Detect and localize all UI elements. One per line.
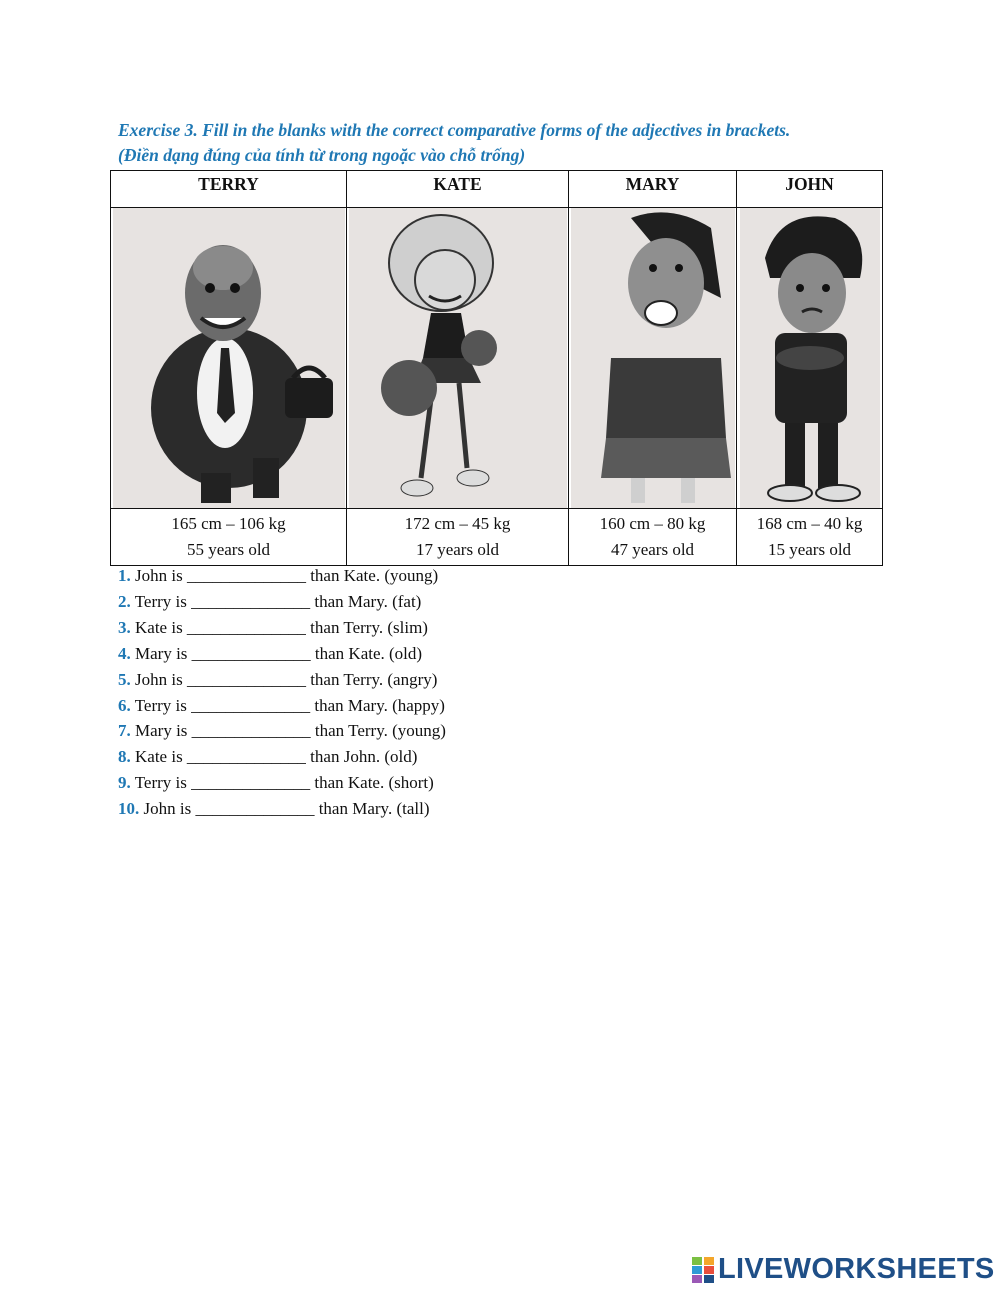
age-terry: 55 years old (186, 540, 271, 559)
question-number: 2. (118, 591, 131, 611)
question-number: 6. (118, 695, 131, 715)
question-item (118, 693, 446, 719)
question-item (118, 744, 446, 770)
age-john: 15 years old (767, 540, 852, 559)
question-text: Mary is ______________ than Terry. (young) (135, 721, 446, 741)
question-text: John is ______________ than Kate. (young) (135, 566, 439, 585)
question-number: 1. (118, 566, 131, 585)
question-number: 4. (118, 643, 131, 663)
question-number: 5. (118, 669, 131, 689)
characters-table (110, 170, 883, 566)
question-text: John is ______________ than Terry. (angry) (135, 669, 438, 689)
stats-terry (111, 509, 347, 566)
title-english: Exercise 3. Fill in the blanks with the correct comparative forms of the adjectives in brackets. (118, 120, 791, 140)
header-john: JOHN (737, 171, 883, 208)
question-item (118, 641, 446, 667)
age-kate: 17 years old (415, 540, 500, 559)
question-text: Terry is ______________ than Mary. (fat) (134, 591, 422, 611)
question-item (118, 718, 446, 744)
picture-cell-terry (111, 208, 347, 509)
question-text: John is ______________ than Mary. (tall) (143, 799, 430, 819)
question-text: Kate is ______________ than Terry. (slim) (135, 617, 428, 637)
question-text: Terry is ______________ than Mary. (happy) (134, 695, 445, 715)
measure-john: 168 cm – 40 kg (756, 514, 863, 533)
terry-illustration (113, 208, 345, 508)
question-text: Mary is ______________ than Kate. (old) (135, 643, 423, 663)
question-item (118, 589, 446, 615)
exercise-title (118, 118, 898, 168)
header-kate: KATE (347, 171, 569, 208)
liveworksheets-logo[interactable] (692, 1253, 995, 1286)
picture-cell-john (737, 208, 883, 509)
question-number: 3. (118, 617, 131, 637)
question-item (118, 615, 446, 641)
measure-terry: 165 cm – 106 kg (171, 514, 286, 533)
stats-john (737, 509, 883, 566)
question-number: 10. (118, 799, 140, 819)
title-vietnamese: (Điền dạng đúng của tính từ trong ngoặc vào chỗ trống) (118, 145, 526, 165)
question-number: 7. (118, 721, 131, 741)
question-item (118, 667, 446, 693)
john-illustration (740, 208, 880, 508)
question-item (118, 770, 446, 796)
measure-kate: 172 cm – 45 kg (404, 514, 511, 533)
liveworksheets-logo-icon (692, 1257, 714, 1283)
picture-cell-kate (347, 208, 569, 509)
mary-illustration (571, 208, 735, 508)
header-terry: TERRY (111, 171, 347, 208)
question-item (118, 563, 446, 589)
question-list (118, 563, 446, 822)
question-number: 9. (118, 773, 131, 793)
header-mary: MARY (569, 171, 737, 208)
picture-cell-mary (569, 208, 737, 509)
question-text: Kate is ______________ than John. (old) (135, 747, 418, 767)
stats-mary (569, 509, 737, 566)
age-mary: 47 years old (610, 540, 695, 559)
question-text: Terry is ______________ than Kate. (short) (134, 773, 434, 793)
measure-mary: 160 cm – 80 kg (599, 514, 706, 533)
logo-text: LIVEWORKSHEETS (718, 1253, 995, 1285)
question-item (118, 796, 446, 822)
stats-kate (347, 509, 569, 566)
kate-illustration (349, 208, 567, 508)
question-number: 8. (118, 747, 131, 767)
